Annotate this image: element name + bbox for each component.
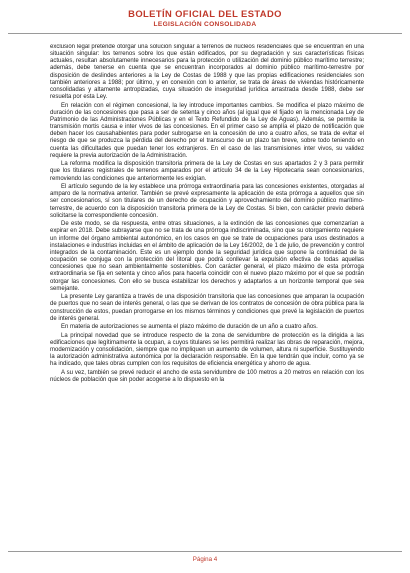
- header-title: BOLETÍN OFICIAL DEL ESTADO: [128, 8, 282, 19]
- page-number: Página 4: [192, 556, 218, 563]
- document-body: [50, 44, 364, 546]
- body-paragraph: La principal novedad que se introduce respecto de la zona de servidumbre de protección es la dirigida a las edificaciones que legítimamente la ocupan, a cuyos titulares se les permitirá realizar las obras de reparación, mejora, modernización y consolidación, siempre que no impliquen un aumento de volumen, altura ni superficie. Sustituyendo la autorización administrativa autonómica por la declaración responsable. En la que tendrán que incluir, como ya se ha indicado, que tales obras cumplen con los requisitos de eficiencia energética y ahorro de agua.: [50, 332, 364, 368]
- document-header: [0, 0, 410, 38]
- body-paragraph: La reforma modifica la disposición transitoria primera de la Ley de Costas en sus apartados 2 y 3 para permitir que los titulares registrales de terrenos amparados por el artículo 34 de la Ley Hipotecaria sean concesionarios, removiendo las condiciones que anteriormente les exigían.: [50, 161, 364, 182]
- body-paragraph: exclusión legal pretende otorgar una solución singular a terrenos de núcleos residenciales que se encuentran en una situación singular: los terrenos sobre los que están edificados, por su degradación y sus características físicas actuales, resultan absolutamente innecesarios para la protección o utilización del dominio público marítimo terrestre; además, debe tenerse en cuenta que se encuentran incorporados al dominio público marítimo-terrestre por disposición de deslindes anteriores a la Ley de Costas de 1988 y que las propias edificaciones residenciales son también anteriores a 1988; por último, y en conexión con lo anterior, se trata de áreas de viviendas históricamente consolidadas y altamente antropizadas, cuya situación de inseguridad jurídica arrastrada desde 1988, debe ser resuelta por esta Ley.: [50, 44, 364, 101]
- body-paragraph: De este modo, se da respuesta, entre otras situaciones, a la extinción de las concesiones que comenzarían a expirar en 2018. Debe subrayarse que no se trata de una prórroga indiscriminada, sino que su otorgamiento requiere un informe del órgano ambiental autonómico, en los casos en que se trate de ocupaciones para usos destinados a instalaciones e industrias incluidas en el ámbito de aplicación de la Ley 16/2002, de 1 de julio, de prevención y control integrados de la contaminación. Este es un ejemplo donde la seguridad jurídica que supone la continuidad de la ocupación se conjuga con la protección del litoral que podrá conllevar la expulsión efectiva de todas aquellas concesiones que no sean ambientalmente sostenibles. Con carácter general, el plazo máximo de esta prórroga extraordinaria se fija en setenta y cinco años para hacerla coincidir con el nuevo plazo máximo por el que se podrán otorgar las concesiones. Con ello se busca estabilizar los derechos y adaptarlos a un horizonte temporal que sea semejante.: [50, 221, 364, 292]
- body-paragraph: En materia de autorizaciones se aumenta el plazo máximo de duración de un año a cuatro años.: [61, 324, 318, 331]
- body-paragraph: El artículo segundo de la ley establece una prórroga extraordinaria para las concesiones existentes, otorgadas al amparo de la normativa anterior. También se prevé expresamente la aplicación de esta prórroga a aquellos que sin ser concesionarios, sí son titulares de un derecho de ocupación y aprovechamiento del dominio público marítimo-terrestre, de acuerdo con la disposición transitoria primera de la Ley de Costas. Si bien, con carácter previo deberá solicitarse la correspondiente concesión.: [50, 184, 364, 219]
- body-paragraph: La presente Ley garantiza a través de una disposición transitoria que las concesiones que amparan la ocupación de puertos que no sean de interés general, o las que se derivan de los contratos de concesión de obra pública para la construcción de estos, puedan prorrogarse en los mismos términos y condiciones que prevé la legislación de puertos de interés general.: [50, 294, 364, 322]
- footer-divider: [8, 551, 402, 552]
- header-subtitle: LEGISLACIÓN CONSOLIDADA: [153, 21, 257, 28]
- body-paragraph: En relación con el régimen concesional, la ley introduce importantes cambios. Se modifica el plazo máximo de duración de las concesiones que pasa a ser de setenta y cinco años (al igual que el fijado en la mencionada Ley de Patrimonio de las Administraciones Públicas y en el Texto Refundido de la Ley de Aguas). Además, se permite la transmisión mortis causa e inter vivos de las concesiones. En el primer caso se amplía el plazo de notificación que deben hacer los causahabientes para poder subrogarse en la concesión de uno a cuatro años, se trata de evitar el riesgo de que se produzca la pérdida del derecho por el transcurso de un plazo tan breve, sobre todo teniendo en cuenta las dificultades que puedan tener los extranjeros. En el caso de las transmisiones inter vivos, su validez requiere la previa autorización de la Administración.: [50, 102, 364, 159]
- body-paragraph: A su vez, también se prevé reducir el ancho de esta servidumbre de 100 metros a 20 metros en relación con los núcleos de población que sin poder acogerse a lo dispuesto en la: [50, 370, 364, 384]
- header-divider: [8, 33, 402, 34]
